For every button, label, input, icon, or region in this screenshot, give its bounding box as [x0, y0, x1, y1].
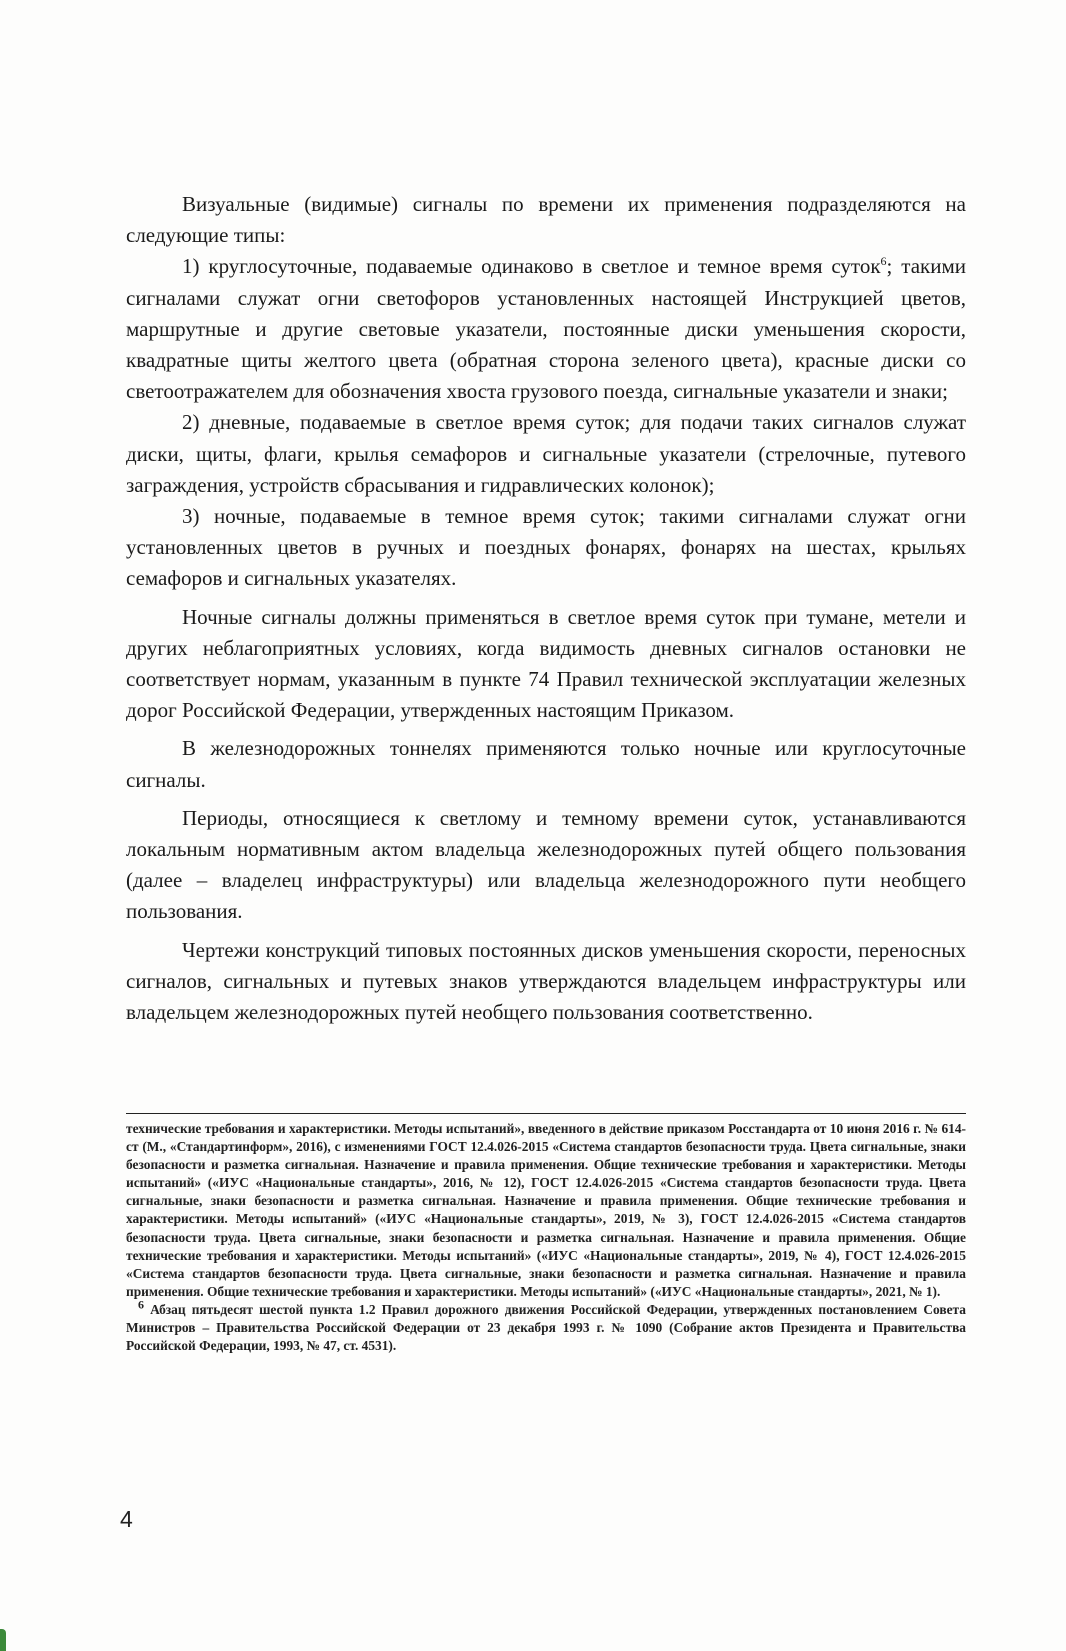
footnote-6 [126, 1297, 966, 1355]
corner-mark [0, 1629, 6, 1651]
footnotes [126, 1120, 966, 1355]
footnote-6-text: Абзац пятьдесят шестой пункта 1.2 Правил дорожного движения Российской Федерации, утвержденных постановлением Совета Министров – Правительства Российской Федерации от 23 декабря 1993 г. № 1090 (Собрание актов Президента и Правительства Российской Федерации, 1993, № 47, ст. 4531). [126, 1301, 966, 1354]
footnote-continued: технические требования и характеристики. Методы испытаний», введенного в действие приказом Росстандарта от 10 июня 2016 г. № 614-ст (М., «Стандартинформ», 2016), с изменениями ГОСТ 12.4.026-2015 «Система стандартов безопасности труда. Цвета сигнальные, знаки безопасности и разметка сигнальная. Назначение и правила применения. Общие технические требования и характеристики. Методы испытаний» («ИУС «Национальные стандарты», 2016, № 12), ГОСТ 12.4.026-2015 «Система стандартов безопасности труда. Цвета сигнальные, знаки безопасности и разметка сигнальная. Назначение и правила применения. Общие технические требования и характеристики. Методы испытаний» («ИУС «Национальные стандарты», 2019, № 3), ГОСТ 12.4.026-2015 «Система стандартов безопасности труда. Цвета сигнальные, знаки безопасности и разметка сигнальная. Назначение и правила применения. Общие технические требования и характеристики. Методы испытаний» («ИУС «Национальные стандарты», 2019, № 4), ГОСТ 12.4.026-2015 «Система стандартов безопасности труда. Цвета сигнальные, знаки безопасности и разметка сигнальная. Назначение и правила применения. Общие технические требования и характеристики. Методы испытаний» («ИУС «Национальные стандарты», 2021, № 1). [126, 1121, 966, 1299]
paragraph-intro: Визуальные (видимые) сигналы по времени их применения подразделяются на следующие типы: [126, 192, 966, 248]
footnote-ref-6: 6 [880, 254, 887, 269]
paragraph-drawings: Чертежи конструкций типовых постоянных дисков уменьшения скорости, переносных сигналов, сигнальных и путевых знаков утверждаются владельцем инфраструктуры или владельцем железнодорожных путей необщего пользования соответственно. [126, 937, 966, 1025]
paragraph-round-the-clock-rest: ; такими сигналами служат огни светофоров установленных настоящей Инструкцией цветов, маршрутные и другие световые указатели, постоянные диски уменьшения скорости, квадратные щиты желтого цвета (обратная сторона зеленого цвета), красные диски со светоотражателем для обозначения хвоста грузового поезда, сигнальные указатели и знаки; [126, 254, 966, 404]
paragraph-day-signals: 2) дневные, подаваемые в светлое время суток; для подачи таких сигналов служат диски, щиты, флаги, крылья семафоров и сигнальные указатели (стрелочные, путевого заграждения, устройств сбрасывания и гидравлических колонок); [126, 410, 966, 497]
paragraph-night-in-daylight: Ночные сигналы должны применяться в светлое время суток при тумане, метели и других неблагоприятных условиях, когда видимость дневных сигналов остановки не соответствует нормам, указанным в пункте 74 Правил технической эксплуатации железных дорог Российской Федерации, утвержденных настоящим Приказом. [126, 604, 966, 723]
main-text [126, 189, 966, 1028]
footnote-divider [126, 1113, 966, 1114]
footnote-6-number: 6 [138, 1297, 144, 1312]
paragraph-tunnels: В железнодорожных тоннелях применяются только ночные или круглосуточные сигналы. [126, 736, 966, 792]
page-number: 4 [120, 1506, 133, 1532]
paragraph-night-signals: 3) ночные, подаваемые в темное время суток; такими сигналами служат огни установленных цветов в ручных и поездных фонарях, фонарях на шестах, крыльях семафоров и сигнальных указателях. [126, 504, 966, 591]
paragraph-round-the-clock [126, 251, 966, 407]
paragraph-periods: Периоды, относящиеся к светлому и темному времени суток, устанавливаются локальным нормативным актом владельца железнодорожных путей общего пользования (далее – владелец инфраструктуры) или владельца железнодорожного пути необщего пользования. [126, 805, 966, 924]
paragraph-round-the-clock-start: 1) круглосуточные, подаваемые одинаково в светлое и темное время суток [182, 254, 881, 279]
